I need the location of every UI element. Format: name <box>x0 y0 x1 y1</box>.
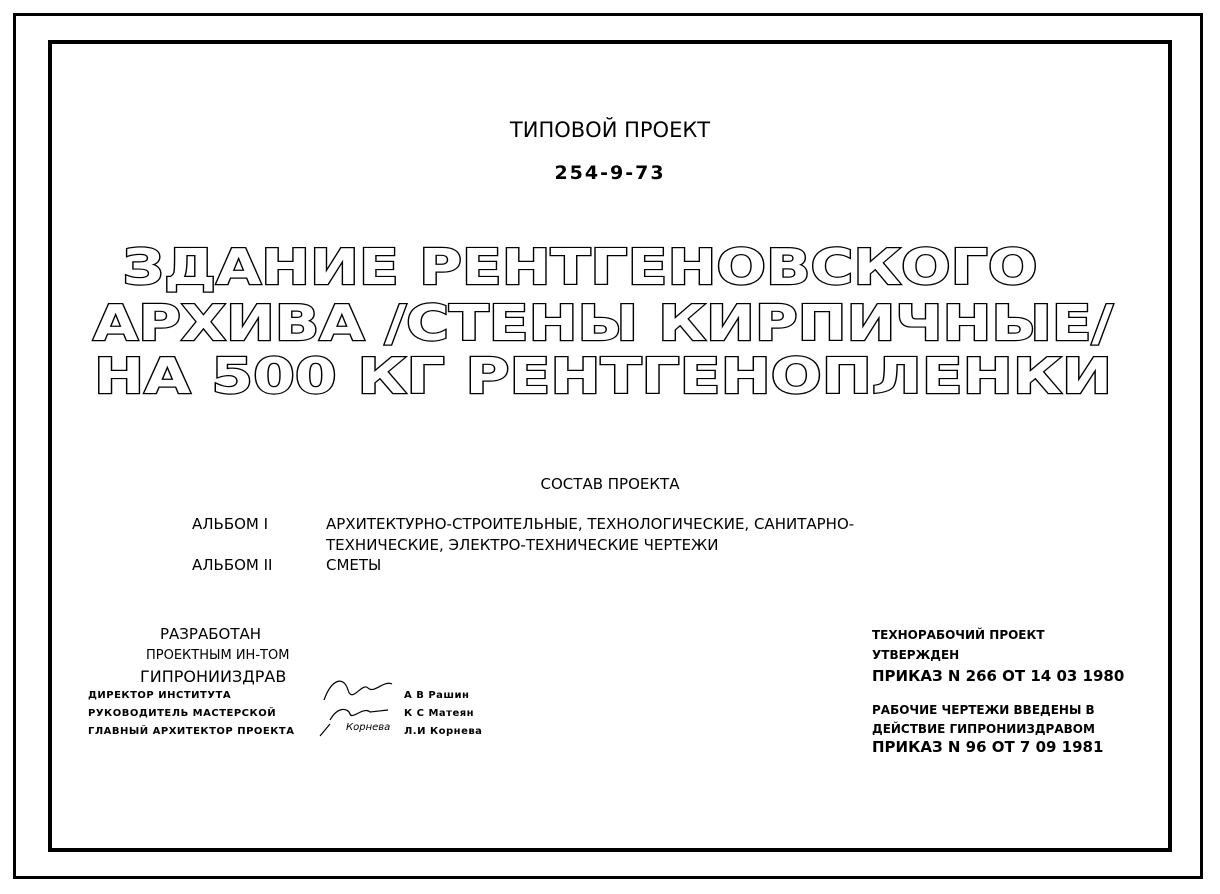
project-type: ТИПОВОЙ ПРОЕКТ <box>509 118 711 142</box>
approval-order-1: ПРИКАЗ N 266 ОТ 14 03 1980 <box>872 667 1125 685</box>
signature-workshop-head <box>330 709 388 720</box>
title-line-3: НА 500 КГ РЕНТГЕНОПЛЕНКИ <box>94 348 1112 405</box>
composition-title: СОСТАВ ПРОЕКТА <box>540 475 680 493</box>
signature-director <box>324 681 392 700</box>
album-2-label: АЛЬБОМ II <box>192 556 273 574</box>
album-2-text: СМЕТЫ <box>326 556 382 574</box>
title-line-1: ЗДАНИЕ РЕНТГЕНОВСКОГО <box>122 239 1038 296</box>
name-workshop-head: К С Матеян <box>404 708 475 719</box>
approval-line-5: ДЕЙСТВИЕ ГИПРОНИИЗДРАВОМ <box>872 722 1095 736</box>
role-chief-architect: ГЛАВНЫЙ АРХИТЕКТОР ПРОЕКТА <box>88 726 295 737</box>
album-1-text-line-2: ТЕХНИЧЕСКИЕ, ЭЛЕКТРО-ТЕХНИЧЕСКИЕ ЧЕРТЕЖИ <box>326 536 719 554</box>
role-workshop-head: РУКОВОДИТЕЛЬ МАСТЕРСКОЙ <box>88 708 277 719</box>
approval-order-2: ПРИКАЗ N 96 ОТ 7 09 1981 <box>872 738 1104 756</box>
title-line-2: АРХИВА /СТЕНЫ КИРПИЧНЫЕ/ <box>93 295 1114 352</box>
name-chief-architect: Л.И Корнева <box>404 726 483 737</box>
role-director: ДИРЕКТОР ИНСТИТУТА <box>88 690 232 701</box>
approval-line-4: РАБОЧИЕ ЧЕРТЕЖИ ВВЕДЕНЫ В <box>872 703 1095 717</box>
album-1-label: АЛЬБОМ I <box>192 515 269 533</box>
name-director: А В Рашин <box>404 690 470 701</box>
approval-line-1: ТЕХНОРАБОЧИЙ ПРОЕКТ <box>872 628 1045 642</box>
project-number: 254-9-73 <box>554 162 666 184</box>
developer-line-2: ПРОЕКТНЫМ ИН-ТОМ <box>146 648 290 663</box>
signature-chief-architect: Корнева <box>346 722 391 733</box>
signature-stroke <box>320 724 330 736</box>
approval-line-2: УТВЕРЖДЕН <box>872 648 960 662</box>
developer-line-1: РАЗРАБОТАН <box>160 625 262 643</box>
developer-line-3: ГИПРОНИИЗДРАВ <box>140 667 287 686</box>
album-1-text-line-1: АРХИТЕКТУРНО-СТРОИТЕЛЬНЫЕ, ТЕХНОЛОГИЧЕСКИЕ, САНИТАРНО- <box>326 515 855 533</box>
